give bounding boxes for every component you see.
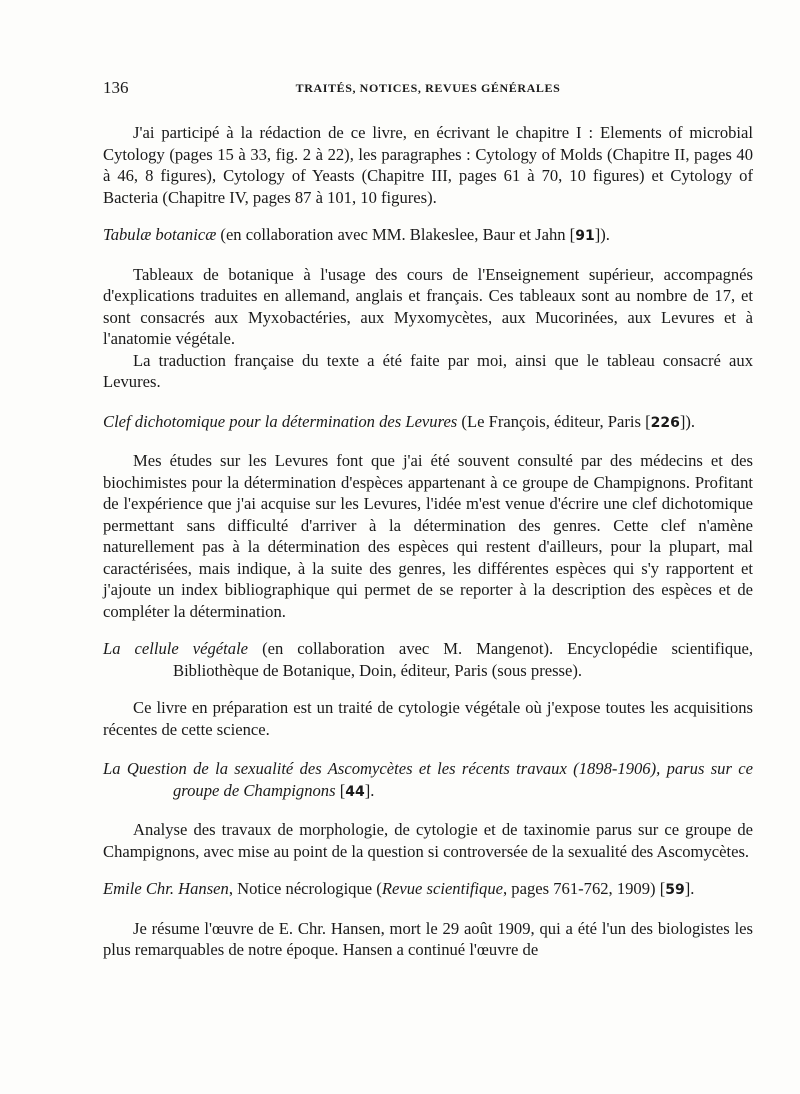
paragraph-3: La traduction française du texte a été faite par moi, ainsi que le tableau consacré aux Levures.	[103, 350, 753, 391]
entry-detail: (en collaboration avec M. Mangenot). Encyclopédie scientifique, Bibliothèque de Botanique, Doin, éditeur, Paris (sous presse).	[173, 639, 754, 680]
entry-sexualite-ascomycetes	[103, 758, 753, 803]
entry-title: Emile Chr. Hansen	[103, 879, 229, 898]
paragraph-5: Ce livre en préparation est un traité de cytologie végétale où j'expose toutes les acquisitions récentes de cette science.	[103, 698, 753, 739]
body-text	[103, 122, 753, 961]
paragraph-6: Analyse des travaux de morphologie, de cytologie et de taxinomie parus sur ce groupe de Champignons, avec mise au point de la question si controversée de la sexualité des Ascomycètes.	[103, 820, 753, 861]
entry-detail-end: ]).	[679, 411, 696, 431]
entry-clef-dichotomique	[103, 411, 753, 435]
page-header	[103, 78, 753, 100]
entry-detail-2: , pages 761-762, 1909) [	[503, 879, 666, 898]
entry-title: Clef dichotomique pour la détermination des Levures	[103, 411, 458, 431]
entry-detail-end: ]).	[594, 225, 610, 244]
reference-number: 91	[575, 228, 595, 244]
reference-number: 226	[650, 414, 680, 431]
entry-tabulae-botanicae	[103, 224, 753, 248]
entry-hansen	[103, 878, 753, 902]
paragraph-2: Tableaux de botanique à l'usage des cours de l'Enseignement supérieur, accompagnés d'explications traduites en allemand, anglais et français. Ces tableaux sont au nombre de 17, et sont consacrés aux Myxobactéries, aux Myxomycètes, aux Mucorinées, aux Levures et à l'anatomie végétale.	[103, 264, 753, 348]
paragraph-1: J'ai participé à la rédaction de ce livre, en écrivant le chapitre I : Elements of microbial Cytology (pages 15 à 33, fig. 2 à 22), les paragraphes : Cytology of Molds (Chapitre II, pages 40 à 46, 8 figures), Cytology of Yeasts (Chapitre III, pages 61 à 70, 10 figures) et Cytology of Bacteria (Chapitre IV, pages 87 à 101, 10 figures).	[103, 123, 753, 207]
reference-number: 59	[665, 882, 685, 898]
entry-title: La Question de la sexualité des Ascomycètes et les récents travaux (1898-1906), parus sur ce groupe de Champignons	[103, 759, 753, 800]
entry-detail: , Notice nécrologique (	[228, 879, 382, 898]
journal-title: Revue scientifique	[381, 879, 503, 898]
entry-detail: (en collaboration avec MM. Blakeslee, Baur et Jahn [	[216, 225, 576, 244]
entry-title: Tabulæ botanicæ	[103, 225, 217, 244]
entry-detail: [	[335, 780, 346, 800]
entry-detail: (Le François, éditeur, Paris [	[457, 411, 651, 431]
paragraph-4: Mes études sur les Levures font que j'ai été souvent consulté par des médecins et des biochimistes pour la détermination d'espèces appartenant à ce groupe de Champignons. Profitant de l'expérience que j'ai acquise sur les Levures, l'idée m'est venue d'écrire une clef dichotomique permettant sans difficulté d'arriver à la détermination des genres. Cette clef n'amène naturellement pas à la détermination des espèces qui restent d'ailleurs, pour la plupart, mal caractérisées, mais indique, à la suite des genres, les différentes espèces qui s'y rapportent et j'ajoute un index bibliographique qui permet de se reporter à la description des espèces et de compléter la détermination.	[103, 451, 753, 621]
entry-cellule-vegetale	[103, 638, 753, 681]
entry-detail-end: ].	[364, 780, 375, 800]
paragraph-7: Je résume l'œuvre de E. Chr. Hansen, mort le 29 août 1909, qui a été l'un des biologistes les plus remarquables de notre époque. Hansen a continué l'œuvre de	[103, 918, 753, 959]
entry-title: La cellule végétale	[103, 639, 249, 658]
entry-detail-end: ].	[684, 879, 695, 898]
running-head: TRAITÉS, NOTICES, REVUES GÉNÉRALES	[295, 81, 561, 95]
reference-number: 44	[345, 783, 365, 800]
page-number: 136	[103, 78, 129, 97]
